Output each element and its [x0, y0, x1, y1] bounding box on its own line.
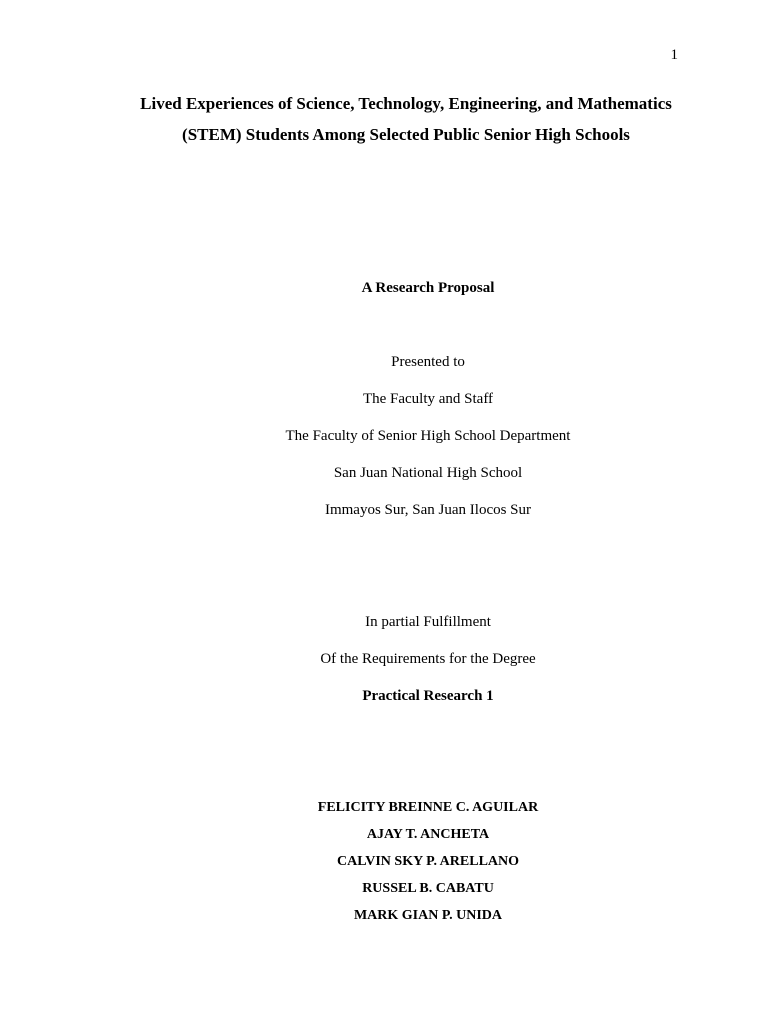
fulfillment-line-1: In partial Fulfillment	[365, 614, 491, 630]
fulfillment-line-2: Of the Requirements for the Degree	[320, 651, 536, 667]
school-address: Immayos Sur, San Juan Ilocos Sur	[324, 502, 532, 518]
department-name: The Faculty of Senior High School Department	[285, 428, 571, 444]
author-name: CALVIN SKY P. ARELLANO	[336, 854, 520, 869]
document-subtitle: A Research Proposal	[361, 280, 495, 296]
author-name: MARK GIAN P. UNIDA	[353, 908, 503, 923]
author-name: RUSSEL B. CABATU	[362, 881, 494, 896]
page-number: 1	[670, 47, 678, 63]
course-name: Practical Research 1	[362, 688, 494, 704]
author-name: AJAY T. ANCHETA	[366, 827, 490, 842]
presented-to-section	[44, 352, 768, 537]
presented-to-label: Presented to	[391, 354, 465, 370]
authors-list	[44, 798, 768, 933]
author-name: FELICITY BREINNE C. AGUILAR	[317, 800, 539, 815]
fulfillment-section	[44, 612, 768, 723]
school-name: San Juan National High School	[333, 465, 523, 481]
faculty-and-staff: The Faculty and Staff	[362, 391, 494, 407]
document-title: Lived Experiences of Science, Technology, Engineering, and Mathematics (STEM) Students Among Selected Public Senior High Schools	[140, 94, 672, 144]
